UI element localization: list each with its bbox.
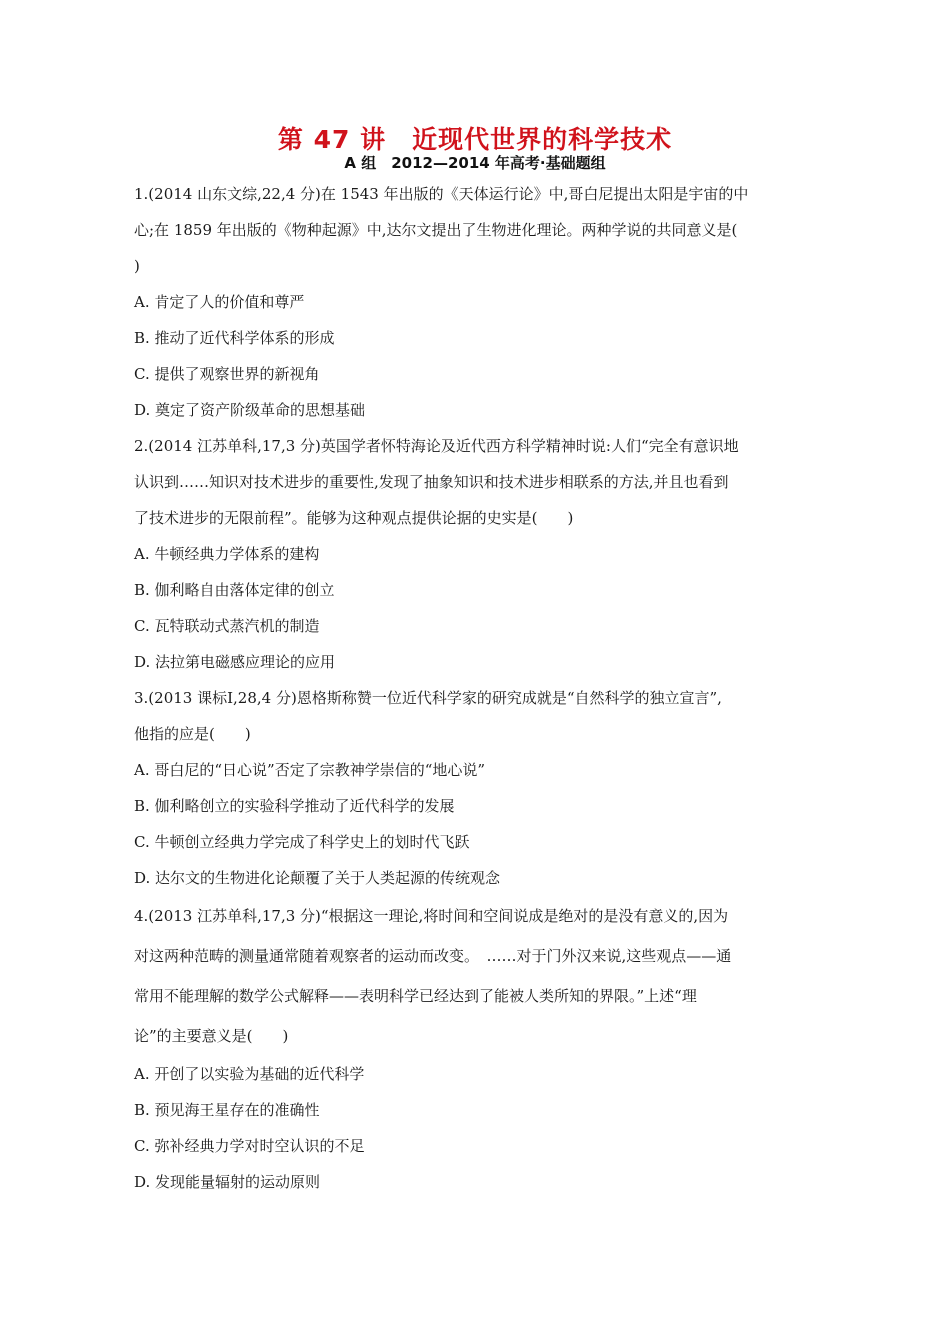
question-2-line-2: 认识到……知识对技术进步的重要性,发现了抽象知识和技术进步相联系的方法,并且也看到: [134, 473, 729, 491]
question-3-line-1: 3.(2013 课标Ⅰ,28,4 分)恩格斯称赞一位近代科学家的研究成就是“自然科学的独立宣言”,: [134, 689, 722, 707]
question-2-option-b: B. 伽利略自由落体定律的创立: [134, 581, 335, 599]
question-list: [134, 176, 824, 1200]
page-title: 第 47 讲 近现代世界的科学技术: [277, 125, 673, 154]
question-2-option-c: C. 瓦特联动式蒸汽机的制造: [134, 617, 320, 635]
question-1: [134, 176, 824, 428]
question-2-line-3: 了技术进步的无限前程”。能够为这种观点提供论据的史实是( ): [134, 509, 574, 527]
question-1-line-1: 1.(2014 山东文综,22,4 分)在 1543 年出版的《天体运行论》中,哥白尼提出太阳是宇宙的中: [134, 185, 749, 203]
question-1-option-c: C. 提供了观察世界的新视角: [134, 365, 320, 383]
question-2-option-a: A. 牛顿经典力学体系的建构: [134, 545, 320, 563]
question-1-option-a: A. 肯定了人的价值和尊严: [134, 293, 305, 311]
question-4-line-1: 4.(2013 江苏单科,17,3 分)“根据这一理论,将时间和空间说成是绝对的是没有意义的,因为: [134, 907, 729, 925]
question-4-option-b: B. 预见海王星存在的准确性: [134, 1101, 320, 1119]
question-3: [134, 680, 824, 896]
question-4-option-c: C. 弥补经典力学对时空认识的不足: [134, 1137, 365, 1155]
question-1-line-2: 心;在 1859 年出版的《物种起源》中,达尔文提出了生物进化理论。两种学说的共同意义是(: [134, 221, 738, 239]
question-2: [134, 428, 824, 680]
question-4: [134, 896, 824, 1200]
section-subtitle: A 组 2012—2014 年高考·基础题组: [344, 154, 606, 172]
question-4-line-4: 论”的主要意义是( ): [134, 1027, 289, 1045]
question-2-option-d: D. 法拉第电磁感应理论的应用: [134, 653, 336, 671]
question-1-option-b: B. 推动了近代科学体系的形成: [134, 329, 335, 347]
question-3-option-b: B. 伽利略创立的实验科学推动了近代科学的发展: [134, 797, 455, 815]
question-1-option-d: D. 奠定了资产阶级革命的思想基础: [134, 401, 366, 419]
question-2-line-1: 2.(2014 江苏单科,17,3 分)英国学者怀特海论及近代西方科学精神时说:人们“完全有意识地: [134, 437, 739, 455]
question-4-line-3: 常用不能理解的数学公式解释——表明科学已经达到了能被人类所知的界限。”上述“理: [134, 987, 697, 1005]
question-4-option-d: D. 发现能量辐射的运动原则: [134, 1173, 321, 1191]
question-4-line-2: 对这两种范畴的测量通常随着观察者的运动而改变。 ……对于门外汉来说,这些观点——通: [134, 947, 732, 965]
question-3-line-2: 他指的应是( ): [134, 725, 251, 743]
question-3-option-a: A. 哥白尼的“日心说”否定了宗教神学崇信的“地心说”: [134, 761, 486, 779]
question-1-line-3: ): [134, 257, 140, 275]
question-3-option-c: C. 牛顿创立经典力学完成了科学史上的划时代飞跃: [134, 833, 470, 851]
question-3-option-d: D. 达尔文的生物进化论颠覆了关于人类起源的传统观念: [134, 869, 501, 887]
question-4-option-a: A. 开创了以实验为基础的近代科学: [134, 1065, 365, 1083]
